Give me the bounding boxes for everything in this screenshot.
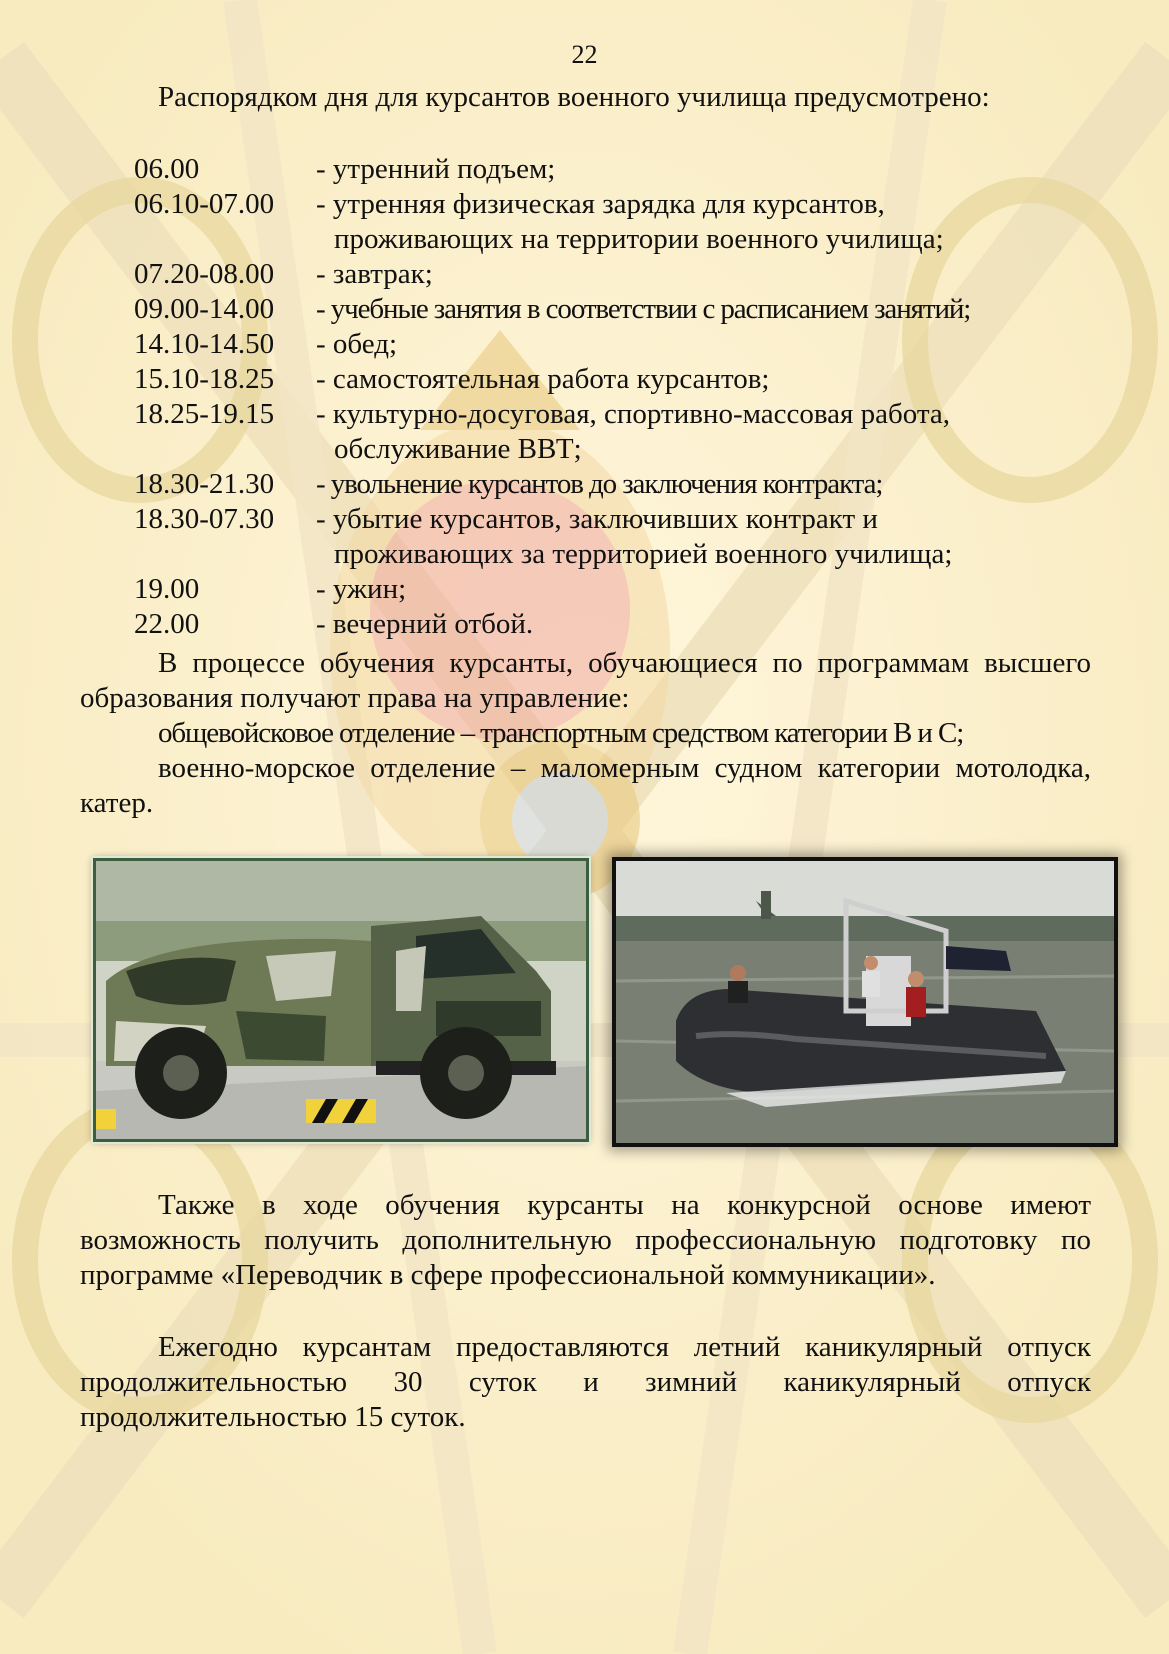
schedule-row [134,257,1094,292]
motor-boat-icon [616,861,1114,1143]
motor-boat-photo [612,857,1118,1147]
schedule-activity: - убытие курсантов, заключивших контракт и [316,503,878,535]
schedule-time: 14.10-14.50 [134,328,275,360]
naval-line: военно-морское отделение – маломерным судном категории мотолодка, катер. [80,752,1091,819]
schedule-row [134,362,1094,397]
schedule-time: 07.20-08.00 [134,258,275,290]
schedule-activity: - обед; [316,328,398,360]
schedule-time: 22.00 [134,608,200,640]
schedule-time: 06.00 [134,153,200,185]
schedule-row [134,187,1094,257]
schedule-row [134,152,1094,187]
schedule-time: 19.00 [134,573,200,605]
schedule-time: 18.30-21.30 [134,468,275,500]
schedule-activity: - утренняя физическая зарядка для курсантов, [316,188,885,220]
schedule-time: 18.25-19.15 [134,398,275,430]
schedule-row [134,467,1094,502]
schedule-activity-continued: обслуживание ВВТ; [334,433,582,465]
schedule-activity: - утренний подъем; [316,153,556,185]
military-truck-photo [93,858,589,1142]
schedule-activity: - ужин; [316,573,407,605]
schedule-time: 18.30-07.30 [134,503,275,535]
schedule-activity-continued: проживающих за территорией военного училища; [334,538,953,570]
schedule-row [134,572,1094,607]
schedule-time: 15.10-18.25 [134,363,275,395]
schedule-time: 09.00-14.00 [134,293,275,325]
schedule-row [134,327,1094,362]
schedule-intro-paragraph: Распорядком дня для курсантов военного училища предусмотрено: [158,81,990,113]
schedule-activity: - культурно-досуговая, спортивно-массовая работа, [316,398,951,430]
military-truck-icon [96,861,586,1139]
schedule-activity-continued: проживающих на территории военного училища; [334,223,944,255]
training-paragraph: В процессе обучения курсанты, обучающиеся по программам высшего образования получают права на управление: [80,647,1091,714]
schedule-activity: - самостоятельная работа курсантов; [316,363,770,395]
schedule-activity: - увольнение курсантов до заключения контракта; [316,468,883,500]
translator-paragraph: Также в ходе обучения курсанты на конкурсной основе имеют возможность получить дополнительную профессиональную подготовку по программе «Переводчик в сфере профессиональной коммуникации». [80,1189,1091,1291]
schedule-time: 06.10-07.00 [134,188,275,220]
schedule-row [134,502,1094,572]
schedule-activity: - завтрак; [316,258,433,290]
schedule-row [134,607,1094,642]
combined-arms-line: общевойсковое отделение – транспортным средством категории В и С; [158,717,964,749]
schedule-row [134,292,1094,327]
schedule-row [134,397,1094,467]
schedule-activity: - учебные занятия в соответствии с расписанием занятий; [316,293,971,325]
schedule-activity: - вечерний отбой. [316,608,534,640]
page-number: 22 [571,40,598,69]
vacation-paragraph: Ежегодно курсантам предоставляются летний каникулярный отпуск продолжительностью 30 суток и зимний каникулярный отпуск продолжительностью 15 суток. [80,1331,1091,1433]
daily-schedule [134,152,1094,642]
